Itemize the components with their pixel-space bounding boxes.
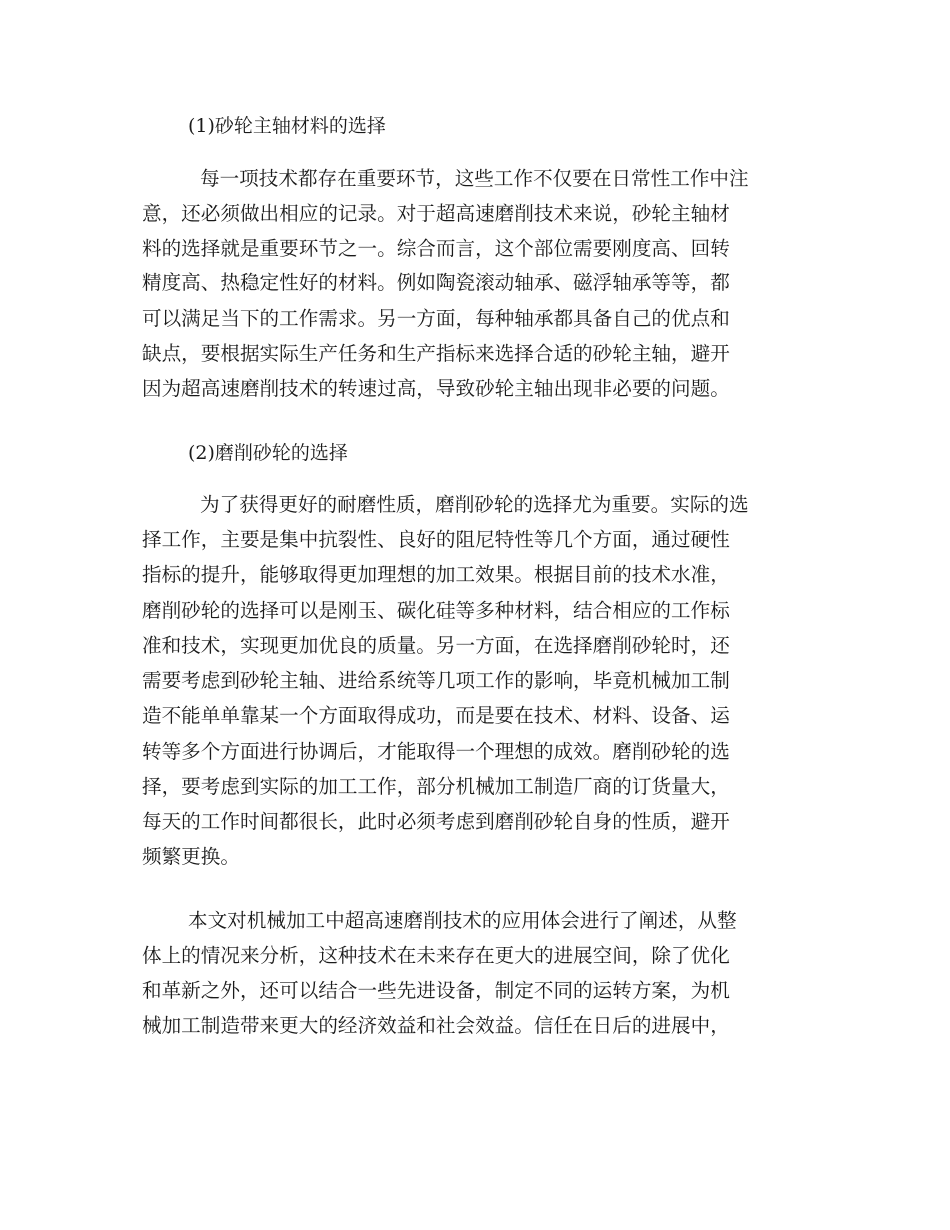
paragraph-line: 频繁更换。: [142, 845, 240, 868]
paragraph-line: 指标的提升，能够取得更加理想的加工效果。根据目前的技术水准，: [142, 563, 730, 586]
paragraph-line: 每一项技术都存在重要环节，这些工作不仅要在日常性工作中注: [200, 167, 749, 190]
paragraph-line: 磨削砂轮的选择可以是刚玉、碳化硅等多种材料，结合相应的工作标: [142, 599, 730, 622]
paragraph-line: 择，要考虑到实际的加工工作，部分机械加工制造厂商的订货量大，: [142, 775, 730, 798]
paragraph-line: 精度高、热稳定性好的材料。例如陶瓷滚动轴承、磁浮轴承等等，都: [142, 271, 730, 294]
paragraph-line: 每天的工作时间都很长，此时必须考虑到磨削砂轮自身的性质，避开: [142, 810, 730, 833]
paragraph-line: 意，还必须做出相应的记录。对于超高速磨削技术来说，砂轮主轴材: [142, 202, 730, 225]
paragraph-line: 本文对机械加工中超高速磨削技术的应用体会进行了阐述，从整: [188, 909, 737, 932]
paragraph-line: 可以满足当下的工作需求。另一方面，每种轴承都具备自己的优点和: [142, 307, 730, 330]
section1-heading: (1)砂轮主轴材料的选择: [188, 115, 386, 137]
paragraph-line: 为了获得更好的耐磨性质，磨削砂轮的选择尤为重要。实际的选: [200, 493, 749, 516]
paragraph-line: 体上的情况来分析，这种技术在未来存在更大的进展空间，除了优化: [142, 944, 730, 967]
paragraph-line: 转等多个方面进行协调后，才能取得一个理想的成效。磨削砂轮的选: [142, 740, 730, 763]
paragraph-line: 和革新之外，还可以结合一些先进设备，制定不同的运转方案，为机: [142, 979, 730, 1002]
section2-heading: (2)磨削砂轮的选择: [188, 442, 348, 464]
paragraph-line: 料的选择就是重要环节之一。综合而言，这个部位需要刚度高、回转: [142, 237, 730, 260]
paragraph-line: 械加工制造带来更大的经济效益和社会效益。信任在日后的进展中，: [142, 1014, 730, 1037]
paragraph-line: 准和技术，实现更加优良的质量。另一方面，在选择磨削砂轮时，还: [142, 634, 730, 657]
paragraph-line: 需要考虑到砂轮主轴、进给系统等几项工作的影响，毕竟机械加工制: [142, 669, 730, 692]
paragraph-line: 造不能单单靠某一个方面取得成功，而是要在技术、材料、设备、运: [142, 704, 730, 727]
paragraph-line: 缺点，要根据实际生产任务和生产指标来选择合适的砂轮主轴，避开: [142, 342, 730, 365]
paragraph-line: 择工作，主要是集中抗裂性、良好的阻尼特性等几个方面，通过硬性: [142, 528, 730, 551]
paragraph-line: 因为超高速磨削技术的转速过高，导致砂轮主轴出现非必要的问题。: [142, 377, 730, 400]
